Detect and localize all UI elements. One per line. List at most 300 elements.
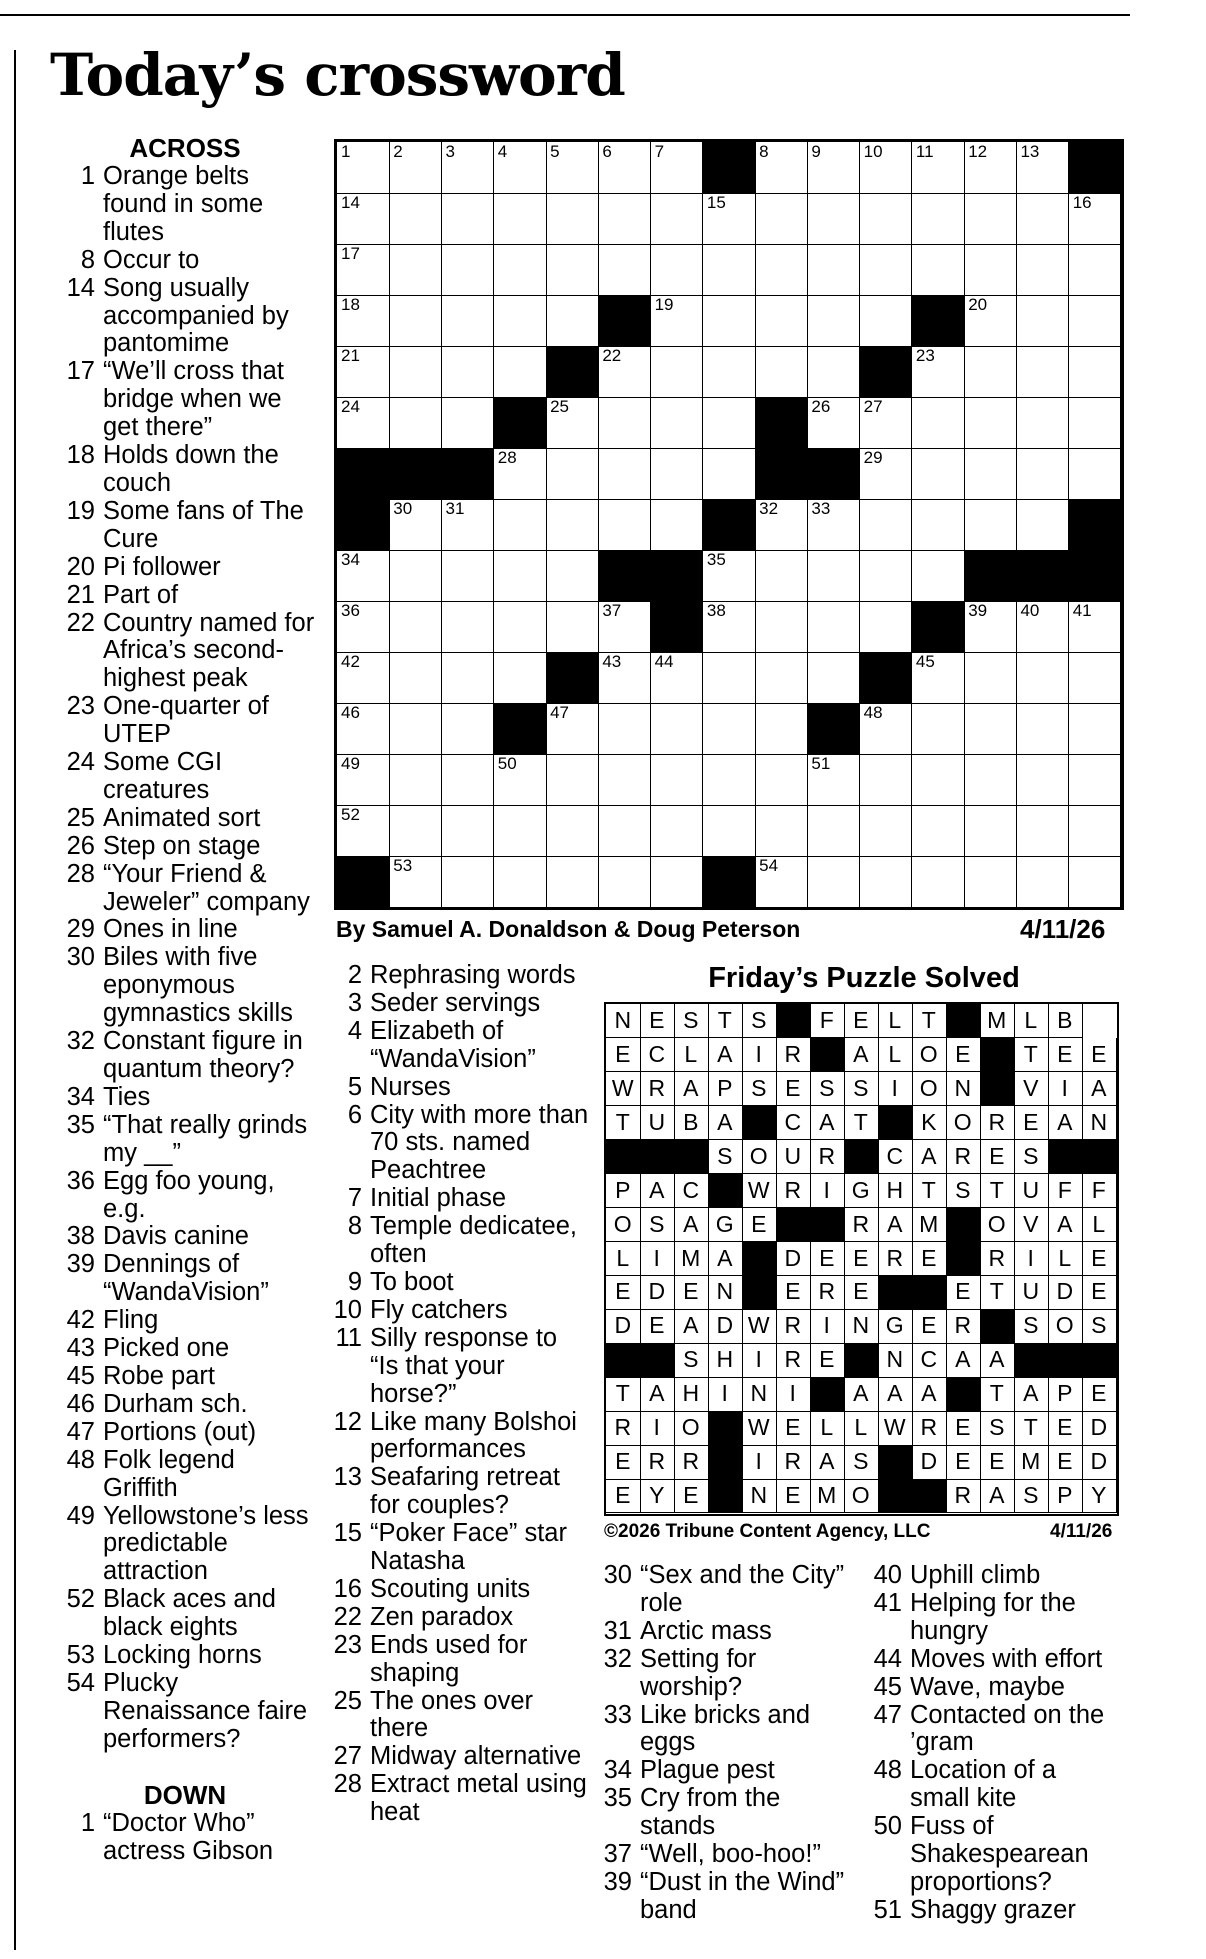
grid-cell[interactable]: [755, 805, 808, 857]
clue-item: [322, 990, 592, 1018]
grid-cell[interactable]: [494, 193, 547, 245]
grid-cell[interactable]: [1016, 499, 1069, 551]
grid-cell[interactable]: [651, 754, 704, 806]
grid-cell[interactable]: [755, 754, 808, 806]
grid-cell[interactable]: [807, 805, 860, 857]
grid-cell[interactable]: [912, 346, 965, 398]
grid-cell[interactable]: [703, 703, 756, 755]
clue-number: 8: [80, 245, 95, 274]
clue-text: Initial phase: [370, 1184, 507, 1213]
grid-cell[interactable]: [1069, 805, 1122, 857]
grid-cell[interactable]: [389, 805, 442, 857]
grid-cell[interactable]: [494, 550, 547, 602]
grid-cell[interactable]: [1069, 295, 1122, 347]
solved-cell: F: [1082, 1174, 1117, 1208]
grid-cell[interactable]: [389, 499, 442, 551]
grid-cell[interactable]: [389, 601, 442, 653]
grid-cell[interactable]: [389, 193, 442, 245]
grid-cell[interactable]: [755, 856, 808, 908]
grid-cell[interactable]: [703, 346, 756, 398]
solved-cell: P: [1048, 1479, 1083, 1513]
clue-item: [862, 1562, 1122, 1590]
grid-cell[interactable]: [1016, 448, 1069, 500]
grid-cell[interactable]: [389, 295, 442, 347]
grid-cell[interactable]: [494, 295, 547, 347]
cell-number: 30: [393, 499, 413, 518]
left-rule: [14, 50, 16, 1950]
grid-cell[interactable]: [494, 142, 547, 194]
grid-cell[interactable]: [546, 448, 599, 500]
grid-cell[interactable]: [337, 550, 390, 602]
grid-cell[interactable]: [442, 652, 495, 704]
grid-cell[interactable]: [964, 856, 1017, 908]
grid-cell[interactable]: [442, 193, 495, 245]
grid-cell[interactable]: [912, 448, 965, 500]
grid-cell[interactable]: [494, 601, 547, 653]
grid-cell[interactable]: [703, 193, 756, 245]
solved-cell: O: [606, 1208, 641, 1242]
grid-cell[interactable]: [546, 703, 599, 755]
solved-cell: T: [1014, 1038, 1049, 1072]
grid-cell[interactable]: [1016, 754, 1069, 806]
grid-cell[interactable]: [546, 550, 599, 602]
grid-cell[interactable]: [912, 754, 965, 806]
grid-cell[interactable]: [912, 244, 965, 296]
grid-cell[interactable]: [807, 397, 860, 449]
grid-cell[interactable]: [442, 346, 495, 398]
grid-cell[interactable]: [546, 142, 599, 194]
grid-cell[interactable]: [546, 295, 599, 347]
solved-cell: G: [708, 1208, 743, 1242]
cell-number: 35: [706, 550, 726, 569]
grid-cell[interactable]: [964, 193, 1017, 245]
grid-cell[interactable]: [651, 499, 704, 551]
grid-cell[interactable]: [1016, 703, 1069, 755]
grid-cell[interactable]: [651, 448, 704, 500]
clue-number: 54: [66, 1668, 95, 1697]
grid-cell[interactable]: [703, 448, 756, 500]
grid-cell[interactable]: [755, 601, 808, 653]
cell-number: 19: [654, 295, 674, 314]
grid-cell[interactable]: [755, 550, 808, 602]
solved-cell: O: [844, 1479, 879, 1513]
grid-cell[interactable]: [442, 754, 495, 806]
grid-cell[interactable]: [1069, 601, 1122, 653]
grid-cell[interactable]: [1069, 703, 1122, 755]
clue-number: 40: [873, 1561, 902, 1589]
solved-block: [878, 1479, 913, 1513]
solved-cell: H: [878, 1174, 913, 1208]
grid-cell[interactable]: [546, 856, 599, 908]
grid-cell[interactable]: [651, 652, 704, 704]
cell-number: 18: [341, 295, 360, 314]
grid-cell[interactable]: [860, 856, 913, 908]
grid-cell[interactable]: [389, 754, 442, 806]
grid-cell[interactable]: [598, 193, 651, 245]
grid-cell[interactable]: [337, 142, 390, 194]
clue-item: [862, 1813, 1122, 1897]
grid-cell[interactable]: [598, 856, 651, 908]
solved-cell: I: [776, 1377, 811, 1411]
grid-cell[interactable]: [703, 244, 756, 296]
grid-cell[interactable]: [807, 652, 860, 704]
grid-cell[interactable]: [442, 856, 495, 908]
grid-block: [755, 397, 808, 449]
clue-number: 45: [66, 1361, 95, 1390]
grid-cell[interactable]: [494, 499, 547, 551]
grid-cell[interactable]: [494, 346, 547, 398]
clue-number: 24: [66, 748, 95, 777]
grid-cell[interactable]: [546, 397, 599, 449]
clue-text: Seder servings: [370, 988, 541, 1017]
grid-cell[interactable]: [860, 397, 913, 449]
grid-cell[interactable]: [964, 754, 1017, 806]
grid-cell[interactable]: [964, 652, 1017, 704]
grid-cell[interactable]: [964, 346, 1017, 398]
grid-cell[interactable]: [860, 193, 913, 245]
solved-cell: N: [878, 1343, 913, 1377]
grid-cell[interactable]: [1069, 346, 1122, 398]
grid-cell[interactable]: [494, 448, 547, 500]
solved-block: [912, 1275, 947, 1309]
grid-cell[interactable]: [442, 295, 495, 347]
grid-cell[interactable]: [598, 805, 651, 857]
grid-cell[interactable]: [860, 499, 913, 551]
grid-cell[interactable]: [651, 244, 704, 296]
grid-cell[interactable]: [755, 346, 808, 398]
clue-number: 10: [333, 1295, 362, 1324]
grid-cell[interactable]: [651, 703, 704, 755]
grid-cell[interactable]: [442, 499, 495, 551]
grid-cell[interactable]: [755, 499, 808, 551]
clue-number: 18: [66, 441, 95, 470]
grid-cell[interactable]: [755, 244, 808, 296]
grid-cell[interactable]: [442, 142, 495, 194]
grid-cell[interactable]: [1016, 142, 1069, 194]
grid-cell[interactable]: [337, 193, 390, 245]
grid-cell[interactable]: [598, 499, 651, 551]
grid-cell[interactable]: [598, 142, 651, 194]
solved-cell: M: [980, 1004, 1015, 1038]
solved-cell: N: [606, 1004, 641, 1038]
clue-number: 11: [335, 1323, 362, 1352]
grid-cell[interactable]: [651, 346, 704, 398]
grid-cell[interactable]: [598, 601, 651, 653]
solved-cell: E: [946, 1445, 981, 1479]
grid-cell[interactable]: [1016, 397, 1069, 449]
grid-cell[interactable]: [651, 805, 704, 857]
clue-text: Cry from the stands: [640, 1784, 781, 1841]
grid-cell[interactable]: [337, 346, 390, 398]
grid-cell[interactable]: [1016, 244, 1069, 296]
grid-cell[interactable]: [912, 193, 965, 245]
grid-cell[interactable]: [964, 499, 1017, 551]
clue-item: [862, 1590, 1122, 1646]
clue-text: Moves with effort: [910, 1644, 1103, 1673]
grid-cell[interactable]: [1069, 856, 1122, 908]
grid-block: [703, 856, 756, 908]
grid-cell[interactable]: [389, 703, 442, 755]
grid-cell[interactable]: [807, 193, 860, 245]
grid-cell[interactable]: [1016, 193, 1069, 245]
grid-cell[interactable]: [912, 397, 965, 449]
grid-cell[interactable]: [755, 142, 808, 194]
clue-number: 30: [603, 1561, 632, 1589]
grid-cell[interactable]: [442, 550, 495, 602]
solved-cell: T: [844, 1106, 879, 1140]
grid-cell[interactable]: [807, 295, 860, 347]
clue-text: Step on stage: [103, 831, 261, 860]
grid-cell[interactable]: [912, 703, 965, 755]
grid-cell[interactable]: [442, 601, 495, 653]
solved-block: [980, 1072, 1015, 1106]
clue-text: Seafaring retreat for couples?: [370, 1463, 560, 1520]
grid-cell[interactable]: [912, 550, 965, 602]
clue-number: 15: [333, 1519, 362, 1548]
clue-number: 14: [66, 273, 95, 302]
grid-cell[interactable]: [703, 805, 756, 857]
clue-text: Helping for the hungry: [910, 1588, 1076, 1645]
grid-cell[interactable]: [912, 499, 965, 551]
grid-cell[interactable]: [703, 295, 756, 347]
grid-cell[interactable]: [598, 397, 651, 449]
clue-number: 36: [66, 1166, 95, 1195]
grid-cell[interactable]: [494, 856, 547, 908]
grid-cell[interactable]: [703, 601, 756, 653]
grid-cell[interactable]: [389, 244, 442, 296]
grid-cell[interactable]: [546, 601, 599, 653]
solved-block: [1014, 1343, 1049, 1377]
grid-cell[interactable]: [337, 652, 390, 704]
down-clues-column-4: [862, 1562, 1122, 1925]
grid-cell[interactable]: [860, 601, 913, 653]
clue-text: Fling: [103, 1306, 159, 1335]
grid-cell[interactable]: [389, 550, 442, 602]
clue-number: 27: [333, 1742, 362, 1771]
grid-cell[interactable]: [337, 244, 390, 296]
grid-cell[interactable]: [964, 703, 1017, 755]
grid-cell[interactable]: [807, 754, 860, 806]
clue-item: [322, 1771, 592, 1827]
clue-item: [55, 1503, 315, 1587]
grid-cell[interactable]: [546, 805, 599, 857]
solved-cell: N: [742, 1377, 777, 1411]
clue-number: 8: [347, 1212, 362, 1241]
grid-cell[interactable]: [598, 244, 651, 296]
grid-cell[interactable]: [598, 754, 651, 806]
grid-cell[interactable]: [651, 295, 704, 347]
solved-block: [878, 1275, 913, 1309]
grid-cell[interactable]: [1069, 397, 1122, 449]
clue-text: Black aces and black eights: [103, 1585, 276, 1642]
grid-cell[interactable]: [337, 295, 390, 347]
solved-cell: T: [1014, 1411, 1049, 1445]
clue-item: [55, 442, 315, 498]
grid-cell[interactable]: [442, 703, 495, 755]
grid-cell[interactable]: [389, 142, 442, 194]
clue-number: 47: [873, 1700, 902, 1729]
solved-cell: A: [640, 1377, 675, 1411]
grid-cell[interactable]: [442, 244, 495, 296]
solved-cell: L: [674, 1038, 709, 1072]
grid-cell[interactable]: [389, 652, 442, 704]
grid-cell[interactable]: [546, 754, 599, 806]
clue-number: 32: [66, 1027, 95, 1056]
grid-cell[interactable]: [442, 805, 495, 857]
grid-cell[interactable]: [964, 295, 1017, 347]
grid-cell[interactable]: [546, 193, 599, 245]
grid-cell[interactable]: [860, 550, 913, 602]
grid-cell[interactable]: [860, 142, 913, 194]
clue-item: [592, 1757, 862, 1785]
grid-cell[interactable]: [912, 142, 965, 194]
grid-cell[interactable]: [337, 703, 390, 755]
grid-cell[interactable]: [546, 499, 599, 551]
grid-cell[interactable]: [1016, 346, 1069, 398]
solved-cell: M: [912, 1208, 947, 1242]
clue-text: “Your Friend & Jeweler” company: [103, 859, 310, 916]
clue-text: Setting for worship?: [640, 1644, 757, 1701]
grid-cell[interactable]: [703, 397, 756, 449]
grid-cell[interactable]: [651, 397, 704, 449]
grid-cell[interactable]: [1069, 193, 1122, 245]
grid-cell[interactable]: [964, 448, 1017, 500]
grid-cell[interactable]: [494, 244, 547, 296]
clue-item: [55, 275, 315, 359]
grid-cell[interactable]: [703, 550, 756, 602]
grid-cell[interactable]: [964, 601, 1017, 653]
grid-cell[interactable]: [389, 397, 442, 449]
grid-cell[interactable]: [964, 142, 1017, 194]
grid-cell[interactable]: [703, 652, 756, 704]
grid-cell[interactable]: [1016, 856, 1069, 908]
grid-cell[interactable]: [860, 754, 913, 806]
grid-cell[interactable]: [860, 805, 913, 857]
grid-cell[interactable]: [755, 652, 808, 704]
grid-cell[interactable]: [494, 652, 547, 704]
grid-block: [337, 856, 390, 908]
grid-cell[interactable]: [755, 193, 808, 245]
solved-cell: A: [1048, 1208, 1083, 1242]
grid-cell[interactable]: [1016, 652, 1069, 704]
cell-number: 20: [968, 295, 988, 314]
solved-cell: D: [1048, 1275, 1083, 1309]
clue-item: [322, 1213, 592, 1269]
grid-block: [337, 499, 390, 551]
grid-cell[interactable]: [651, 193, 704, 245]
clue-number: 34: [66, 1082, 95, 1111]
grid-cell[interactable]: [337, 754, 390, 806]
grid-cell[interactable]: [337, 601, 390, 653]
crossword-grid[interactable]: [334, 139, 1124, 910]
solved-cell: T: [912, 1174, 947, 1208]
grid-cell[interactable]: [860, 244, 913, 296]
solved-cell: R: [810, 1140, 845, 1174]
clue-number: 23: [66, 692, 95, 721]
clue-number: 16: [333, 1574, 362, 1603]
clue-text: To boot: [370, 1267, 454, 1296]
solved-cell: T: [980, 1275, 1015, 1309]
down-clue-list: [322, 962, 592, 1827]
cell-number: 27: [863, 397, 883, 416]
grid-cell[interactable]: [860, 448, 913, 500]
solved-cell: W: [742, 1309, 777, 1343]
solved-cell: N: [742, 1479, 777, 1513]
grid-cell[interactable]: [912, 856, 965, 908]
grid-cell[interactable]: [442, 397, 495, 449]
grid-cell[interactable]: [755, 295, 808, 347]
grid-cell[interactable]: [755, 703, 808, 755]
grid-cell[interactable]: [494, 754, 547, 806]
grid-cell[interactable]: [1016, 805, 1069, 857]
clue-number: 20: [66, 552, 95, 581]
solved-cell: R: [980, 1106, 1015, 1140]
grid-cell[interactable]: [912, 652, 965, 704]
solved-cell: Y: [1082, 1479, 1117, 1513]
grid-cell[interactable]: [494, 805, 547, 857]
solved-cell: I: [742, 1038, 777, 1072]
solved-cell: S: [708, 1140, 743, 1174]
grid-cell[interactable]: [651, 856, 704, 908]
grid-cell[interactable]: [1069, 448, 1122, 500]
grid-cell[interactable]: [807, 856, 860, 908]
cell-number: 21: [341, 346, 360, 365]
grid-cell[interactable]: [964, 244, 1017, 296]
clue-text: Silly response to “Is that your horse?”: [370, 1323, 558, 1408]
grid-cell[interactable]: [1016, 295, 1069, 347]
grid-cell[interactable]: [703, 754, 756, 806]
grid-cell[interactable]: [1069, 244, 1122, 296]
clue-item: [322, 1604, 592, 1632]
grid-cell[interactable]: [389, 346, 442, 398]
grid-cell[interactable]: [860, 703, 913, 755]
grid-cell[interactable]: [964, 397, 1017, 449]
grid-cell[interactable]: [912, 805, 965, 857]
grid-cell[interactable]: [964, 805, 1017, 857]
grid-cell[interactable]: [598, 448, 651, 500]
grid-cell[interactable]: [337, 805, 390, 857]
grid-cell[interactable]: [337, 397, 390, 449]
grid-cell[interactable]: [546, 244, 599, 296]
grid-cell[interactable]: [598, 652, 651, 704]
grid-cell[interactable]: [807, 601, 860, 653]
cell-number: 44: [654, 652, 674, 671]
grid-cell[interactable]: [598, 703, 651, 755]
solved-cell: K: [912, 1106, 947, 1140]
grid-cell[interactable]: [807, 550, 860, 602]
clue-item: [862, 1757, 1122, 1813]
clue-item: [55, 1391, 315, 1419]
grid-cell[interactable]: [389, 856, 442, 908]
grid-block: [598, 550, 651, 602]
cell-number: 10: [863, 142, 883, 161]
grid-cell[interactable]: [807, 499, 860, 551]
grid-cell[interactable]: [651, 142, 704, 194]
grid-cell[interactable]: [860, 295, 913, 347]
clue-text: Plucky Renaissance faire performers?: [103, 1668, 308, 1753]
grid-cell[interactable]: [807, 346, 860, 398]
grid-cell[interactable]: [1016, 601, 1069, 653]
grid-cell[interactable]: [1069, 754, 1122, 806]
grid-cell[interactable]: [598, 346, 651, 398]
grid-cell[interactable]: [1069, 652, 1122, 704]
solved-cell: D: [912, 1445, 947, 1479]
clue-item: [592, 1841, 862, 1869]
clue-text: One-quarter of UTEP: [103, 692, 269, 749]
solved-cell: L: [606, 1242, 641, 1276]
grid-cell[interactable]: [807, 244, 860, 296]
grid-cell[interactable]: [807, 142, 860, 194]
